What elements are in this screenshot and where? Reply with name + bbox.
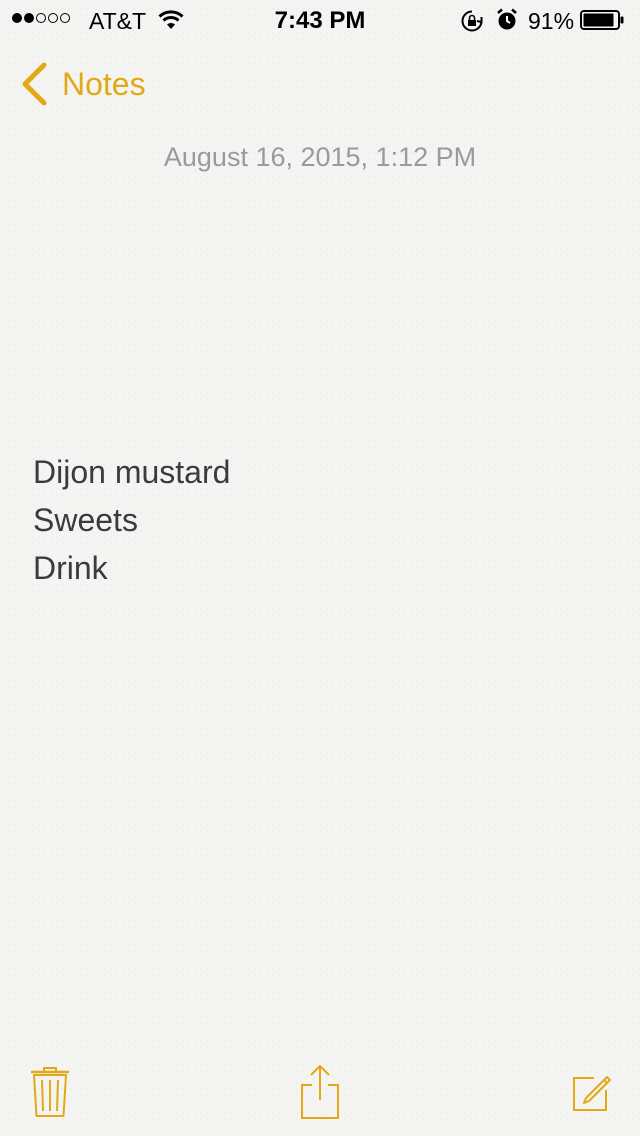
battery-percent: 91% xyxy=(528,8,575,34)
note-line[interactable]: Dijon mustard xyxy=(33,454,231,490)
share-button[interactable] xyxy=(296,1064,344,1125)
note-line[interactable]: Sweets xyxy=(33,502,138,538)
status-time: 7:43 PM xyxy=(274,7,366,34)
back-label: Notes xyxy=(62,65,146,102)
delete-button[interactable] xyxy=(30,1066,70,1123)
alarm-icon xyxy=(496,8,518,32)
share-icon xyxy=(296,1064,344,1120)
chevron-left-icon xyxy=(20,62,48,106)
compose-icon xyxy=(570,1070,614,1114)
back-button[interactable] xyxy=(20,62,146,106)
compose-button[interactable] xyxy=(570,1070,614,1119)
trash-icon xyxy=(30,1066,70,1118)
status-bar xyxy=(0,0,640,40)
note-line[interactable]: Drink xyxy=(33,550,108,586)
note-date: August 16, 2015, 1:12 PM xyxy=(163,142,477,172)
note-body[interactable] xyxy=(33,448,593,592)
carrier-name: AT&T xyxy=(89,8,147,34)
rotation-lock-icon xyxy=(460,9,484,33)
battery-icon xyxy=(580,10,624,30)
